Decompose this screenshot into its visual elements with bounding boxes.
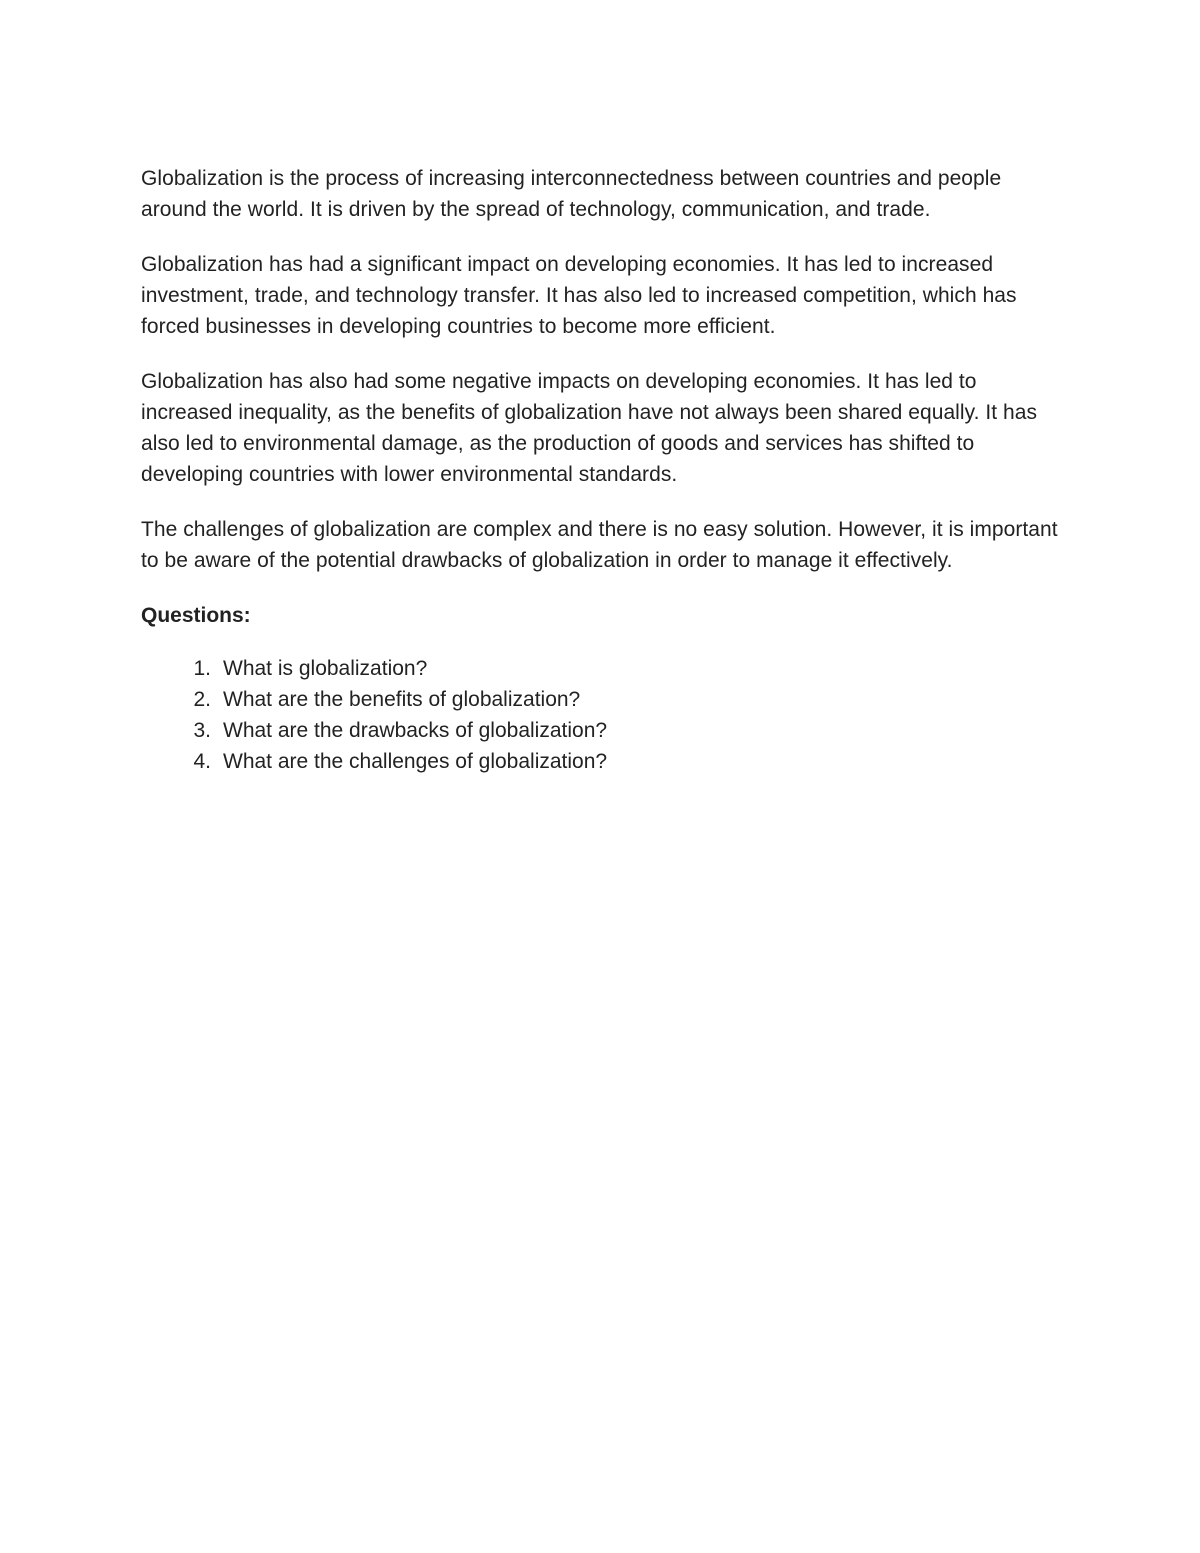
question-text: What are the challenges of globalization? (223, 750, 608, 773)
question-text: What are the benefits of globalization? (223, 688, 581, 711)
question-number: 3. (193, 719, 211, 742)
question-text: What are the drawbacks of globalization? (223, 719, 608, 742)
list-item (141, 684, 1071, 715)
paragraph-challenges: The challenges of globalization are complex and there is no easy solution. However, it is important to be aware of the potential drawbacks of globalization in order to manage it effectively. (141, 518, 1058, 572)
list-item (141, 653, 1071, 684)
list-item (141, 715, 1071, 746)
questions-list (141, 653, 1071, 777)
question-number: 4. (193, 750, 211, 773)
paragraph-definition: Globalization is the process of increasing interconnectedness between countries and people around the world. It is driven by the spread of technology, communication, and trade. (141, 167, 1002, 221)
document-page (141, 163, 1071, 777)
paragraph-impact: Globalization has had a significant impact on developing economies. It has led to increased investment, trade, and technology transfer. It has also led to increased competition, which has forced businesses in developing countries to become more efficient. (141, 253, 1017, 338)
paragraph-negative-impacts: Globalization has also had some negative impacts on developing economies. It has led to increased inequality, as the benefits of globalization have not always been shared equally. It has also led to environmental damage, as the production of goods and services has shifted to developing countries with lower environmental standards. (141, 370, 1038, 486)
list-item (141, 746, 1071, 777)
questions-heading: Questions: (141, 604, 251, 627)
question-number: 2. (193, 688, 211, 711)
question-number: 1. (193, 657, 211, 680)
question-text: What is globalization? (223, 657, 428, 680)
